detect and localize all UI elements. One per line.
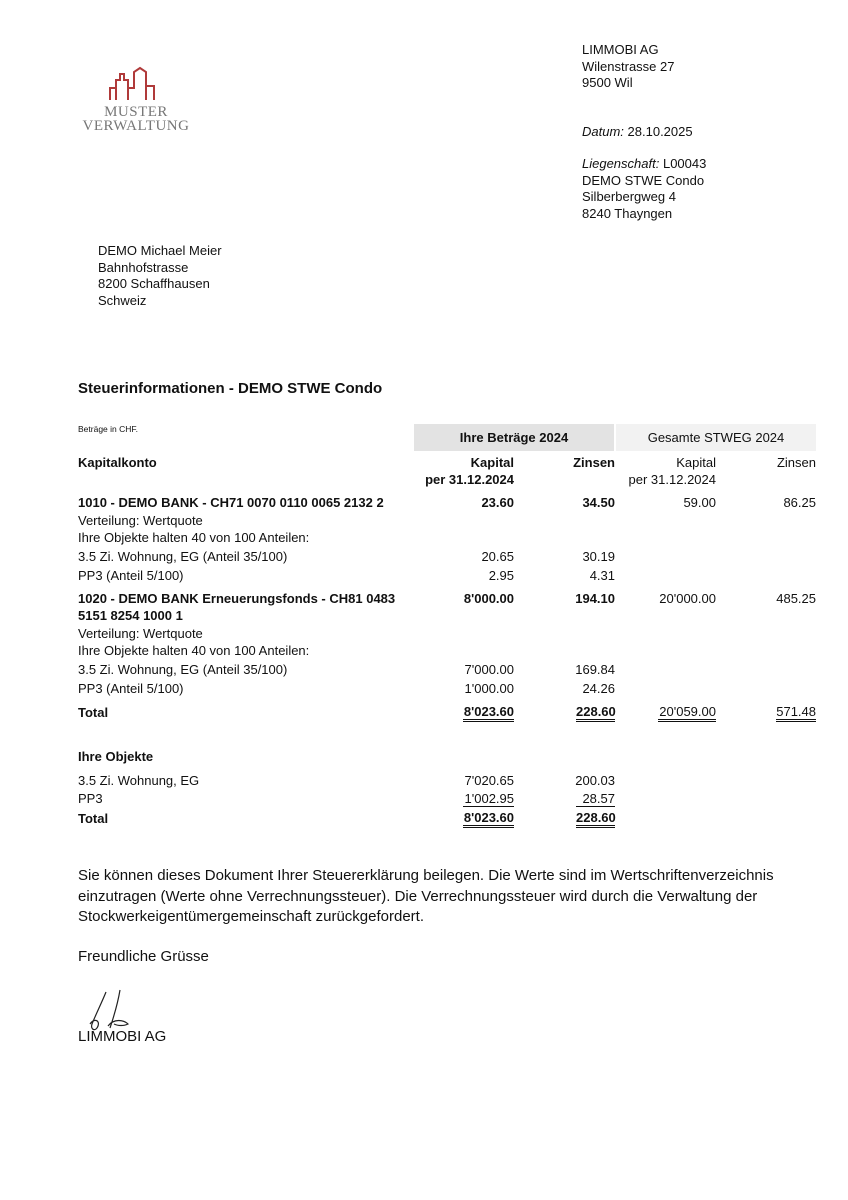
property-label: Liegenschaft: [582, 156, 660, 171]
item-label: PP3 (Anteil 5/100) [78, 568, 184, 583]
sender-street: Wilenstrasse 27 [582, 58, 675, 74]
sender-address [582, 42, 674, 92]
object-interest: 28.57 [576, 791, 615, 807]
object-label: 3.5 Zi. Wohnung, EG [78, 773, 200, 788]
sender-name: LIMMOBI AG [582, 42, 659, 57]
date-label: Datum: [582, 124, 624, 139]
account-capital: 8'000.00 [463, 591, 514, 606]
objects-title: Ihre Objekte [78, 749, 154, 764]
header-interest-1: Zinsen [573, 455, 615, 470]
header-interest-2: Zinsen [776, 455, 816, 470]
item-capital: 2.95 [488, 568, 514, 583]
signature-name: LIMMOBI AG [78, 1028, 167, 1045]
document-date [582, 124, 693, 139]
account-share-info: Ihre Objekte halten 40 von 100 Anteilen: [78, 530, 310, 545]
property-name: DEMO STWE Condo [582, 172, 705, 188]
account-capital: 23.60 [481, 495, 514, 510]
item-capital: 7'000.00 [464, 662, 514, 677]
property-info [582, 156, 706, 222]
account-share-info: Ihre Objekte halten 40 von 100 Anteilen: [78, 643, 310, 658]
item-label: 3.5 Zi. Wohnung, EG (Anteil 35/100) [78, 662, 288, 677]
account-title-cont: 5151 8254 1000 1 [78, 608, 183, 623]
account-total-interest: 485.25 [776, 591, 816, 606]
total-interest: 228.60 [576, 704, 615, 722]
item-label: 3.5 Zi. Wohnung, EG (Anteil 35/100) [78, 549, 288, 564]
total-stweg-interest: 571.48 [776, 704, 816, 722]
sender-city: 9500 Wil [582, 75, 633, 90]
account-interest: 194.10 [575, 591, 615, 606]
item-interest: 169.84 [575, 662, 615, 677]
item-capital: 1'000.00 [464, 681, 514, 696]
document-title: Steuerinformationen - DEMO STWE Condo [78, 380, 383, 397]
header-account: Kapitalkonto [78, 455, 157, 470]
account-title: 1020 - DEMO BANK Erneuerungsfonds - CH81 0483 [78, 591, 396, 606]
objects-total-label: Total [78, 811, 109, 826]
logo-line2: VERWALTUNG [82, 118, 190, 134]
account-total-capital: 59.00 [683, 495, 716, 510]
account-total-interest: 86.25 [783, 495, 816, 510]
greeting: Freundliche Grüsse [78, 948, 209, 965]
header-your-amounts: Ihre Beträge 2024 [414, 424, 614, 451]
info-paragraph: Sie können dieses Dokument Ihrer Steuererklärung beilegen. Die Werte sind im Wertschriftenverzeichnis einzutragen (Werte ohne Verrechnungssteuer). Die Verrechnungssteuer wird durch die Verwaltung der Stockwerkeigentümergemeinschaft zurückgefordert. [78, 867, 774, 925]
header-capital-date-1: per 31.12.2024 [425, 472, 514, 487]
logo-line1: MUSTER [104, 104, 168, 120]
total-stweg-capital: 20'059.00 [658, 704, 716, 722]
recipient-street: Bahnhofstrasse [98, 259, 189, 275]
property-id: L00043 [662, 156, 707, 171]
account-total-capital: 20'000.00 [659, 591, 716, 606]
recipient-address [98, 243, 222, 309]
header-capital-2: Kapital [676, 455, 716, 470]
date-value: 28.10.2025 [627, 124, 693, 139]
item-interest: 4.31 [589, 568, 615, 583]
account-distribution: Verteilung: Wertquote [78, 513, 203, 528]
total-capital: 8'023.60 [463, 704, 514, 722]
currency-note: Beträge in CHF. [78, 424, 138, 434]
property-street: Silberbergweg 4 [582, 189, 676, 204]
header-capital-1: Kapital [470, 455, 514, 470]
total-label: Total [78, 705, 109, 720]
object-capital: 7'020.65 [464, 773, 514, 788]
header-total-stweg: Gesamte STWEG 2024 [616, 424, 816, 451]
item-interest: 30.19 [582, 549, 615, 564]
property-city: 8240 Thayngen [582, 205, 673, 221]
account-distribution: Verteilung: Wertquote [78, 626, 203, 641]
item-capital: 20.65 [481, 549, 514, 564]
object-interest: 200.03 [575, 773, 615, 788]
objects-total-capital: 8'023.60 [463, 810, 514, 828]
objects-total-interest: 228.60 [576, 810, 615, 828]
item-label: PP3 (Anteil 5/100) [78, 681, 184, 696]
logo-text [78, 105, 194, 133]
recipient-name: DEMO Michael Meier [98, 243, 222, 258]
account-title: 1010 - DEMO BANK - CH71 0070 0110 0065 2132 2 [78, 495, 384, 510]
account-interest: 34.50 [582, 495, 615, 510]
recipient-city: 8200 Schaffhausen [98, 276, 210, 291]
item-interest: 24.26 [582, 681, 615, 696]
header-capital-date-2: per 31.12.2024 [628, 472, 716, 487]
recipient-country: Schweiz [98, 292, 147, 308]
object-label: PP3 [78, 791, 103, 806]
object-capital: 1'002.95 [464, 791, 514, 806]
